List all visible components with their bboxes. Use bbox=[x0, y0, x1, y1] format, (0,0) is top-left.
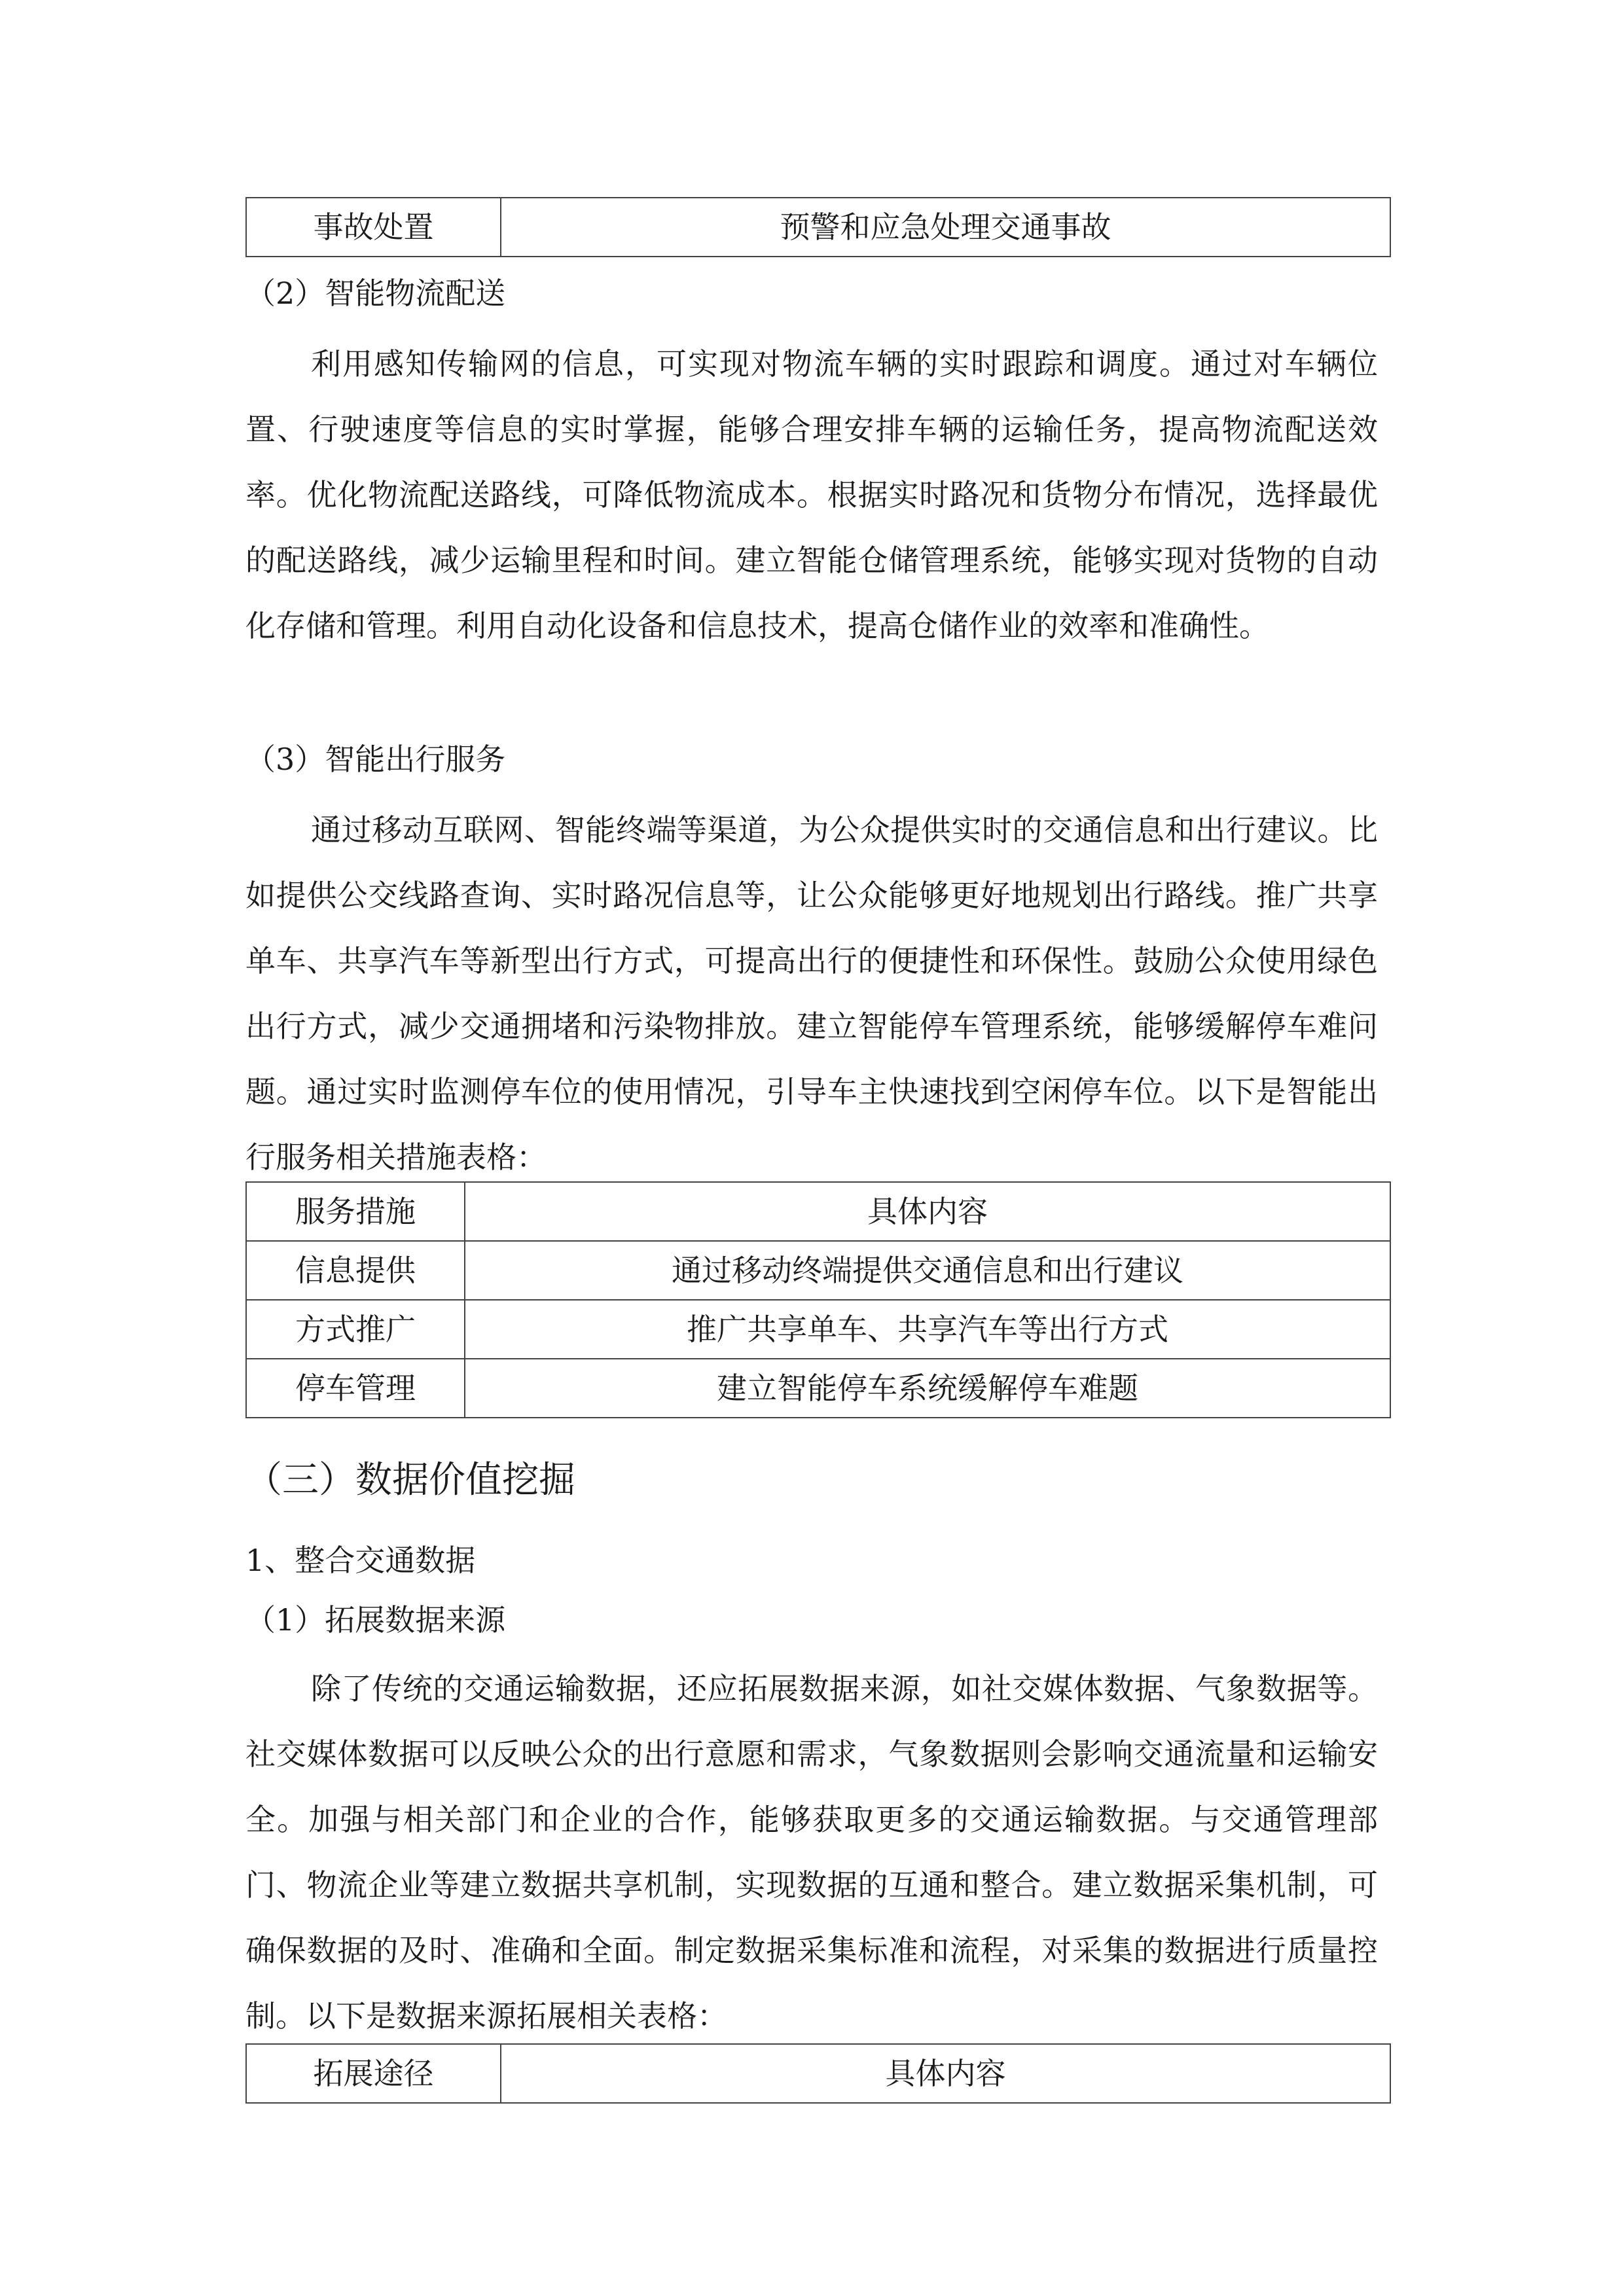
table-cell: 方式推广 bbox=[246, 1300, 465, 1359]
table-header-row bbox=[246, 2044, 1390, 2103]
section-heading-data-value: （三）数据价值挖掘 bbox=[245, 1459, 575, 1501]
table-cell: 推广共享单车、共享汽车等出行方式 bbox=[465, 1300, 1390, 1359]
table-header-cell: 拓展途径 bbox=[246, 2044, 501, 2103]
table-cell: 建立智能停车系统缓解停车难题 bbox=[465, 1359, 1390, 1418]
table-cell: 停车管理 bbox=[246, 1359, 465, 1418]
paragraph-expand-sources: 除了传统的交通运输数据，还应拓展数据来源，如社交媒体数据、气象数据等。社交媒体数据可以反映公众的出行意愿和需求，气象数据则会影响交通流量和运输安全。加强与相关部门和企业的合作，能够获取更多的交通运输数据。与交通管理部门、物流企业等建立数据共享机制，实现数据的互通和整合。建立数据采集机制，可确保数据的及时、准确和全面。制定数据采集标准和流程，对采集的数据进行质量控制。以下是数据来源拓展相关表格： bbox=[245, 1671, 1378, 2034]
table-row bbox=[246, 1300, 1390, 1359]
table-row bbox=[246, 1359, 1390, 1418]
table-header-cell: 服务措施 bbox=[246, 1182, 465, 1241]
table-header-cell: 具体内容 bbox=[501, 2044, 1390, 2103]
service-measures-table bbox=[245, 1181, 1391, 1418]
table-cell: 信息提供 bbox=[246, 1241, 465, 1300]
table-row bbox=[246, 198, 1390, 257]
table-header-row bbox=[246, 1182, 1390, 1241]
subheading-travel: （3）智能出行服务 bbox=[245, 742, 506, 777]
source-expansion-table bbox=[245, 2043, 1391, 2104]
paragraph-travel: 通过移动互联网、智能终端等渠道，为公众提供实时的交通信息和出行建议。比如提供公交线路查询、实时路况信息等，让公众能够更好地规划出行路线。推广共享单车、共享汽车等新型出行方式，可提高出行的便捷性和环保性。鼓励公众使用绿色出行方式，减少交通拥堵和污染物排放。建立智能停车管理系统，能够缓解停车难问题。通过实时监测停车位的使用情况，引导车主快速找到空闲停车位。以下是智能出行服务相关措施表格： bbox=[245, 812, 1378, 1175]
table-row bbox=[246, 1241, 1390, 1300]
incident-table bbox=[245, 197, 1391, 257]
table-cell: 预警和应急处理交通事故 bbox=[501, 198, 1390, 257]
table-cell: 事故处置 bbox=[246, 198, 501, 257]
table-header-cell: 具体内容 bbox=[465, 1182, 1390, 1241]
table-cell: 通过移动终端提供交通信息和出行建议 bbox=[465, 1241, 1390, 1300]
subheading-logistics: （2）智能物流配送 bbox=[245, 276, 506, 311]
subheading-expand-sources: （1）拓展数据来源 bbox=[245, 1602, 506, 1638]
paragraph-logistics: 利用感知传输网的信息，可实现对物流车辆的实时跟踪和调度。通过对车辆位置、行驶速度等信息的实时掌握，能够合理安排车辆的运输任务，提高物流配送效率。优化物流配送路线，可降低物流成本。根据实时路况和货物分布情况，选择最优的配送路线，减少运输里程和时间。建立智能仓储管理系统，能够实现对货物的自动化存储和管理。利用自动化设备和信息技术，提高仓储作业的效率和准确性。 bbox=[245, 346, 1378, 643]
subheading-integrate-data: 1、整合交通数据 bbox=[245, 1543, 476, 1578]
